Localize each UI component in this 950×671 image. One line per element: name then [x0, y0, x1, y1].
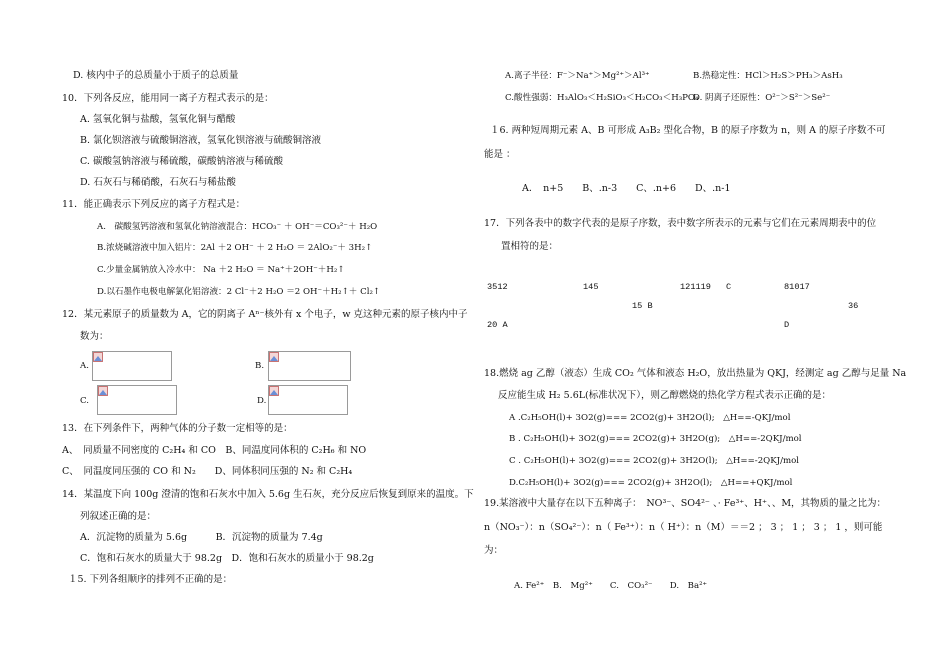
q12-option-d-label: D.	[257, 396, 267, 406]
q16-stem-cont: 能是 ：	[484, 149, 516, 160]
broken-image-icon	[269, 352, 279, 362]
q10-option-c: C. 碳酸氢钠溶液与稀硫酸，碳酸钠溶液与稀硫酸	[80, 156, 283, 167]
q19-stem-cont: n（NO₃⁻）：n（SO₄²⁻）：n（ Fe³⁺）：n（ H⁺）：n（M）＝＝2 ； 3 ； 1 ； 3 ； 1 ，则可能	[484, 522, 883, 533]
q17-stem-cont: 置相符的是：	[501, 241, 559, 252]
broken-image-icon	[93, 352, 103, 362]
q12-stem: 12．某元素原子的质量数为 A，它的阴离子 Aⁿ⁻核外有 x 个电子，w 克这种元素的原子核内中子	[62, 309, 468, 320]
q17-table-cell: 81017	[784, 282, 810, 292]
q18-stem-cont: 反应能生成 H₂ 5.6L(标准状况下），则乙醇燃烧的热化学方程式表示正确的是：	[498, 390, 832, 401]
q12-option-d-image	[268, 385, 348, 415]
q17-table-cell: 121119	[680, 282, 711, 292]
q12-stem-cont: 数为：	[80, 331, 109, 342]
q19-options: A. Fe²⁺ B. Mg²⁺ C. CO₃²⁻ D. Ba²⁺	[514, 581, 708, 591]
q12-option-b-image	[268, 351, 351, 381]
q18-option-d: D.C₂H₅OH(l)+ 3O2(g)=== 2CO2(g)+ 3H2O(l); △H==+QKJ/mol	[509, 478, 793, 488]
q12-option-a-image	[92, 351, 172, 381]
q14-options-ab: A．沉淀物的质量为 5.6g B．沉淀物的质量为 7.4g	[80, 532, 323, 543]
q13-options-cd: C、 同温度同压强的 CO 和 N₂ D、同体积同压强的 N₂ 和 C₂H₄	[62, 466, 353, 477]
q10-option-b: B. 氯化钡溶液与硫酸铜溶液，氢氧化钡溶液与硫酸铜溶液	[80, 135, 322, 146]
q12-option-c-label: C.	[80, 396, 90, 406]
q11-option-c: C.少量金属钠放入冷水中： Na ＋2 H₂O ＝ Na⁺＋2OH⁻＋H₂↑	[97, 265, 345, 275]
q17-table-cell: C	[726, 282, 732, 292]
broken-image-icon	[98, 386, 108, 396]
q17-table-cell: 36	[848, 301, 859, 311]
q18-option-a: A .C₂H₅OH(l)+ 3O2(g)=== 2CO2(g)+ 3H2O(l); △H==-QKJ/mol	[509, 413, 791, 423]
q15-option-c: C.酸性强弱：H₃AlO₃＜H₂SiO₃＜H₂CO₃＜H₃PO₄	[505, 93, 699, 103]
q12-option-a-label: A.	[80, 361, 89, 371]
q18-option-b: B . C₂H₅OH(l)+ 3O2(g)=== 2CO2(g)+ 3H2O(g); △H==-2QKJ/mol	[509, 434, 802, 444]
q10-option-a: A. 氢氧化铜与盐酸，氢氧化铜与醋酸	[80, 114, 236, 125]
q16-stem: １6. 两种短周期元素 A、B 可形成 A₃B₂ 型化合物，B 的原子序数为 n，则 A 的原子序数不可	[490, 125, 886, 136]
q18-option-c: C . C₂H₅OH(l)+ 3O2(g)=== 2CO2(g)+ 3H2O(l); △H==-2QKJ/mol	[509, 456, 800, 466]
q18-stem: 18.燃烧 ag 乙醇（液态）生成 CO₂ 气体和液态 H₂O，放出热量为 QKJ，经测定 ag 乙醇与足量 Na	[484, 368, 907, 379]
q13-options-ab: A、 同质量不同密度的 C₂H₄ 和 CO B、同温度同体积的 C₂H₆ 和 NO	[62, 445, 367, 456]
q15-stem: １5. 下列各组顺序的排列不正确的是：	[68, 574, 233, 585]
q11-option-d: D.以石墨作电极电解氯化铝溶液：2 Cl⁻＋2 H₂O ＝2 OH⁻＋H₂↑＋ Cl₂↑	[97, 287, 381, 297]
q11-option-a: A. 碳酸氢钙溶液和氢氧化钠溶液混合：HCO₃⁻ ＋ OH⁻＝CO₃²⁻＋ H₂O	[97, 222, 378, 232]
q14-stem-cont: 列叙述正确的是：	[80, 511, 157, 522]
q17-table-cell: 3512	[487, 282, 508, 292]
q17-table-cell: 15 B	[632, 301, 653, 311]
q16-options: A． n+5 B、.n-3 C、.n+6 D、.n-1	[522, 183, 731, 194]
q14-stem: 14．某温度下向 100g 澄清的饱和石灰水中加入 5.6g 生石灰，充分反应后恢复到原来的温度。下	[62, 489, 474, 500]
q17-table-cell: 145	[583, 282, 599, 292]
q17-table-cell: D	[784, 320, 790, 330]
q15-option-d: D. 阴离子还原性：O²⁻＞S²⁻＞Se²⁻	[693, 93, 831, 103]
q14-options-cd: C．饱和石灰水的质量大于 98.2g D．饱和石灰水的质量小于 98.2g	[80, 553, 374, 564]
q15-option-a: A.离子半径：F⁻＞Na⁺＞Mg²⁺＞Al³⁺	[505, 71, 650, 81]
q17-table-cell: 20 A	[487, 320, 508, 330]
q11-option-b: B.浓烧碱溶液中加入铝片：2Al ＋2 OH⁻ ＋ 2 H₂O ＝ 2AlO₂⁻＋ 3H₂↑	[97, 243, 373, 253]
broken-image-icon	[269, 386, 279, 396]
q15-option-b: B.热稳定性：HCl＞H₂S＞PH₃＞AsH₃	[693, 71, 843, 81]
q11-stem: 11．能正确表示下列反应的离子方程式是：	[62, 199, 246, 210]
q12-option-b-label: B.	[255, 361, 265, 371]
q9-option-d: D. 核内中子的总质量小于质子的总质量	[73, 70, 239, 81]
q17-stem: 17．下列各表中的数字代表的是原子序数，表中数字所表示的元素与它们在元素周期表中的位	[484, 218, 877, 229]
q12-option-c-image	[97, 385, 177, 415]
q10-option-d: D. 石灰石与稀硝酸，石灰石与稀盐酸	[80, 177, 236, 188]
q10-stem: 10．下列各反应，能用同一离子方程式表示的是：	[62, 93, 274, 104]
q19-stem: 19.某溶液中大量存在以下五种离子： NO³⁻、SO4²⁻ 、· Fe³⁺、H⁺、、M，其物质的量之比为：	[484, 498, 887, 509]
q19-stem-cont2: 为：	[484, 545, 504, 556]
q13-stem: 13．在下列条件下，两种气体的分子数一定相等的是：	[62, 423, 293, 434]
